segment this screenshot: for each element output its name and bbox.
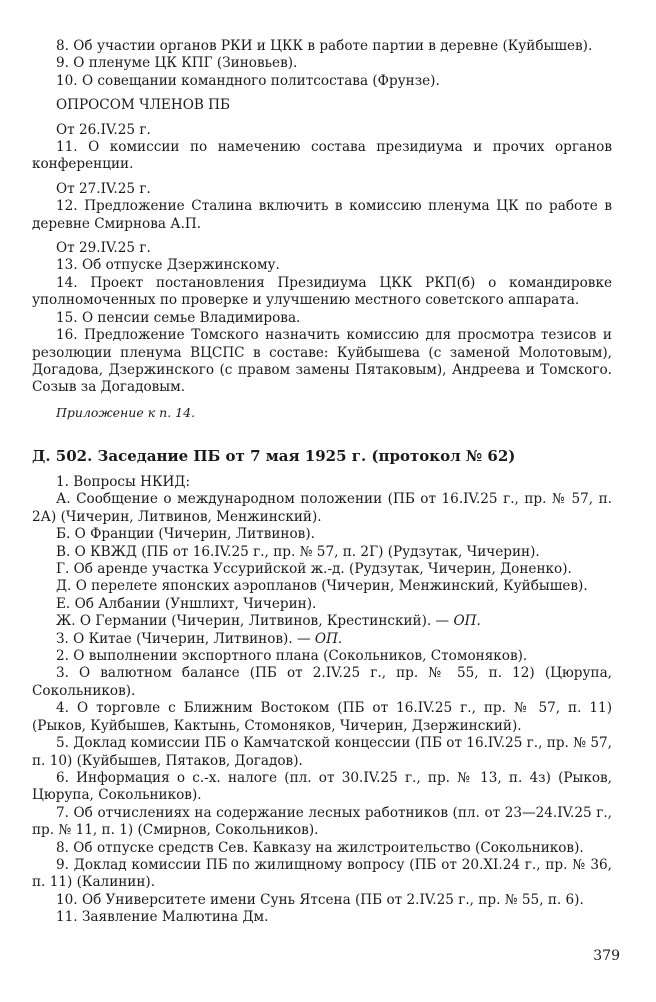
paragraph-item-13: 13. Об отпуске Дзержинскому. — [56, 257, 280, 274]
agenda-item-10: 10. Об Университете имени Сунь Ятсена (ПБ от 2.IV.25 г., пр. № 55, п. 6). — [56, 891, 584, 908]
agenda-item-2: 2. О выполнении экспортного плана (Сокольников, Стомоняков). — [56, 648, 528, 665]
agenda-item-1z — [32, 631, 612, 648]
paragraph-item-12: 12. Предложение Сталина включить в комиссию пленума ЦК по работе в деревне Смирнова А.П. — [32, 198, 612, 232]
agenda-item-1zh — [32, 613, 612, 630]
agenda-item-1z-text: З. О Китае (Чичерин, Литвинов). — — [56, 630, 315, 647]
agenda-item-4: 4. О торговле с Ближним Востоком (ПБ от 16.IV.25 г., пр. № 57, п. 11) (Рыков, Куйбышев, Кактынь, Стомоняков, Чичерин, Дзержинский). — [32, 700, 612, 734]
date-label-2: От 27.IV.25 г. — [56, 180, 151, 197]
survey-heading: ОПРОСОМ ЧЛЕНОВ ПБ — [56, 97, 231, 114]
paragraph-item-8: 8. Об участии органов РКИ и ЦКК в работе партии в деревне (Куйбышев). — [56, 38, 593, 54]
agenda-item-1a: А. Сообщение о международном положении (ПБ от 16.IV.25 г., пр. № 57, п. 2А) (Чичерин, Литвинов, Менжинский). — [32, 491, 612, 525]
agenda-item-1b: Б. О Франции (Чичерин, Литвинов). — [56, 526, 315, 543]
date-label-1: От 26.IV.25 г. — [56, 121, 151, 138]
agenda-item-1e: Е. Об Албании (Уншлихт, Чичерин). — [56, 595, 317, 612]
agenda-item-1: 1. Вопросы НКИД: — [56, 474, 191, 490]
upper-text-column — [32, 38, 612, 421]
section-heading: Д. 502. Заседание ПБ от 7 мая 1925 г. (протокол № 62) — [32, 447, 516, 465]
op-mark-2: ОП. — [314, 630, 343, 647]
op-mark-1: ОП. — [453, 613, 481, 630]
paragraph-item-14: 14. Проект постановления Президиума ЦКК РКП(б) о командировке уполномоченных по проверке и улучшению местного советского аппарата. — [32, 274, 612, 309]
paragraph-item-15: 15. О пенсии семье Владимирова. — [56, 309, 301, 326]
paragraph-item-16: 16. Предложение Томского назначить комиссию для просмотра тезисов и резолюции пленума ВЦСПС в составе: Куйбышева (с заменой Молотовым), Догадова, Дзержинского (с правом замены Пятаковым), Андреева и Томского. Созыв за Догадовым. — [32, 327, 612, 396]
section-502 — [32, 446, 612, 927]
paragraph-item-10: 10. О совещании командного политсостава (Фрунзе). — [56, 72, 440, 89]
agenda-item-1g: Г. Об аренде участка Уссурийской ж.-д. (Рудзутак, Чичерин, Доненко). — [56, 561, 572, 578]
page-number: 379 — [593, 948, 620, 964]
agenda-item-9: 9. Доклад комиссии ПБ по жилищному вопросу (ПБ от 20.XI.24 г., пр. № 36, п. 11) (Калинин). — [32, 856, 612, 891]
agenda-item-7: 7. Об отчислениях на содержание лесных работников (пл. от 23—24.IV.25 г., пр. № 11, п. 1) (Смирнов, Сокольников). — [32, 804, 612, 839]
agenda-item-3: 3. О валютном балансе (ПБ от 2.IV.25 г., пр. № 55, п. 12) (Цюрупа, Сокольников). — [32, 665, 612, 699]
agenda-item-11: 11. Заявление Малютина Дм. — [56, 909, 269, 926]
agenda-item-5: 5. Доклад комиссии ПБ о Камчатской концессии (ПБ от 16.IV.25 г., пр. № 57, п. 10) (Куйбышев, Пятаков, Догадов). — [32, 735, 612, 769]
agenda-item-1v: В. О КВЖД (ПБ от 16.IV.25 г., пр. № 57, п. 2Г) (Рудзутак, Чичерин). — [56, 543, 540, 560]
agenda-item-1d: Д. О перелете японских аэропланов (Чичерин, Менжинский, Куйбышев). — [56, 578, 588, 595]
date-label-3: От 29.IV.25 г. — [56, 240, 151, 257]
paragraph-item-11: 11. О комиссии по намечению состава президиума и прочих органов конференции. — [32, 139, 612, 173]
paragraph-item-9: 9. О пленуме ЦК КПГ (Зиновьев). — [56, 55, 298, 72]
agenda-item-8: 8. Об отпуске средств Сев. Кавказу на жилстроительство (Сокольников). — [56, 839, 584, 856]
agenda-item-6: 6. Информация о с.-х. налоге (пл. от 30.IV.25 г., пр. № 13, п. 4з) (Рыков, Цюрупа, Сокольников). — [32, 769, 612, 804]
appendix-note: Приложение к п. 14. — [56, 404, 196, 420]
agenda-item-1zh-text: Ж. О Германии (Чичерин, Литвинов, Крестинский). — — [56, 613, 454, 630]
